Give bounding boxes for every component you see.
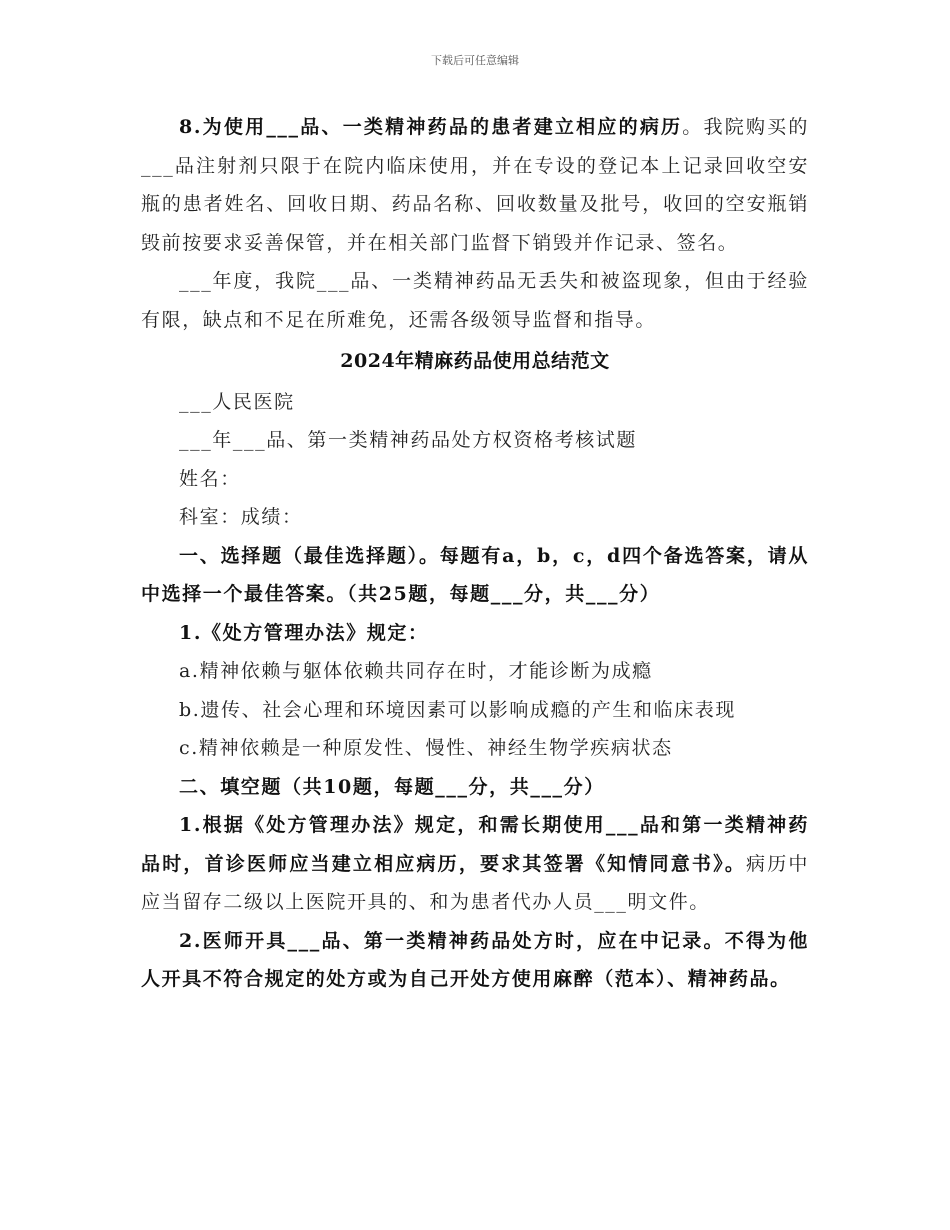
exam-title: ___年___品、第一类精神药品处方权资格考核试题	[179, 429, 638, 451]
paragraph-year-summary: ___年度，我院___品、一类精神药品无丢失和被盗现象，但由于经验有限，缺点和不足在所难免，还需各级领导监督和指导。	[141, 270, 809, 331]
document-title: 2024年精麻药品使用总结范文	[340, 350, 610, 372]
choice-option-a: a.精神依赖与躯体依赖共同存在时，才能诊断为成瘾	[179, 660, 653, 682]
fill-question-1-rest: 病历中应当留存二级以上医院开具的、和为患者代办人员___明文件。	[141, 852, 809, 913]
choice-question-1: 1.《处方管理办法》规定：	[179, 621, 429, 644]
paragraph-8-rest: 。我院购买的___品注射剂只限于在院内临床使用，并在专设的登记本上记录回收空安瓶的患者姓名、回收日期、药品名称、回收数量及批号，收回的空安瓶销毁前按要求妥善保管，并在相关部门监督下销毁并作记录、签名。	[141, 116, 809, 254]
page-header: 下载后可任意编辑	[431, 54, 519, 67]
fill-question-2: 2.医师开具___品、第一类精神药品处方时，应在中记录。不得为他人开具不符合规定的处方或为自己开处方使用麻醉（范本）、精神药品。	[141, 929, 809, 990]
dept-score-label: 科室：成绩：	[179, 506, 303, 528]
document-body	[141, 108, 809, 999]
choice-option-b: b.遗传、社会心理和环境因素可以影响成瘾的产生和临床表现	[179, 698, 737, 721]
hospital-name: ___人民医院	[179, 390, 295, 413]
fill-question-1	[141, 806, 809, 922]
paragraph-8-bold: 8.为使用___品、一类精神药品的患者建立相应的病历	[179, 116, 683, 138]
name-label: 姓名：	[179, 467, 241, 490]
paragraph-8	[141, 108, 809, 262]
fill-section-header: 二、填空题（共10题，每题___分，共___分）	[179, 775, 605, 798]
choice-option-c: c.精神依赖是一种原发性、慢性、神经生物学疾病状态	[179, 737, 673, 759]
fill-question-1-bold: 1.根据《处方管理办法》规定，和需长期使用___品和第一类精神药品时，首诊医师应当建立相应病历，要求其签署《知情同意书》。	[141, 814, 809, 875]
choice-section-header: 一、选择题（最佳选择题）。每题有a，b，c，d四个备选答案，请从中选择一个最佳答案。（共25题，每题___分，共___分）	[141, 544, 809, 605]
